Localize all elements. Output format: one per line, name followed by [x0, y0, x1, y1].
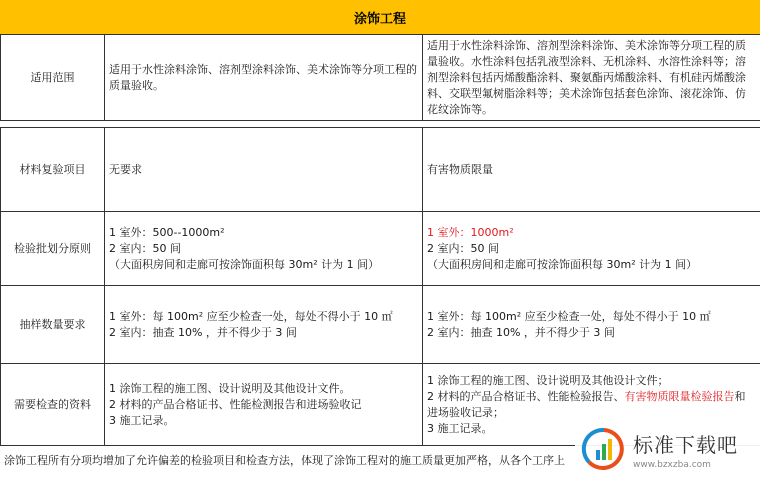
text-line: 3 施工记录。 — [427, 421, 493, 435]
old-standard-cell — [105, 128, 423, 212]
table-row — [1, 212, 760, 286]
old-standard-cell: 适用于水性涂料涂饰、溶剂型涂料涂饰、美术涂饰等分项工程的质量验收。 — [105, 35, 423, 121]
site-logo-icon — [581, 426, 627, 472]
table-row — [1, 35, 760, 121]
text-line: 1 室外：每 100m² 应至少检查一处，每处不得小于 10 ㎡ — [109, 309, 393, 323]
table-row — [1, 128, 760, 212]
text-line — [427, 389, 758, 405]
old-standard-cell — [105, 212, 423, 286]
text-line: 1 室外：每 100m² 应至少检查一处，每处不得小于 10 ㎡ — [427, 309, 711, 323]
page-title: 涂饰工程 — [0, 0, 760, 35]
row-label: 检验批划分原则 — [1, 212, 105, 286]
text-line: 1 涂饰工程的施工图、设计说明及其他设计文件； — [427, 373, 669, 387]
text-line: 2 室内：抽查 10% ，并不得少于 3 间 — [427, 325, 615, 339]
table-row — [1, 286, 760, 364]
text-line: 无要求 — [109, 162, 142, 176]
highlighted-text-line: 1 室外：1000m² — [427, 225, 514, 239]
text-line: 适用于水性涂料涂饰、溶剂型涂料涂饰、美术涂饰等分项工程的质 — [427, 38, 746, 52]
text-line: （大面积房间和走廊可按涂饰面积每 30m² 计为 1 间） — [427, 257, 698, 271]
text-line: 1 室外：500--1000m² — [109, 225, 225, 239]
text-line: 剂型涂料包括丙烯酸酯涂料、聚氨酯丙烯酸涂料、有机硅丙烯酸涂 — [427, 70, 746, 84]
row-label: 抽样数量要求 — [1, 286, 105, 364]
text-segment: 和 — [734, 389, 746, 403]
row-label: 需要检查的资料 — [1, 364, 105, 446]
new-standard-cell — [423, 35, 760, 121]
scope-table — [0, 34, 760, 121]
footer-note: 涂饰工程所有分项均增加了允许偏差的检验项目和检查方法，体现了涂饰工程对的施工质量更加严格，从各个工序上 — [4, 454, 565, 467]
watermark-url: www.bzxzba.com — [633, 459, 711, 470]
row-label: 材料复验项目 — [1, 128, 105, 212]
text-line: （大面积房间和走廊可按涂饰面积每 30m² 计为 1 间） — [109, 257, 380, 271]
text-line: 2 室内：50 间 — [109, 241, 181, 255]
text-line: 2 室内：抽查 10% ，并不得少于 3 间 — [109, 325, 297, 339]
new-standard-cell — [423, 128, 760, 212]
old-standard-cell — [105, 364, 423, 446]
text-line: 量验收。水性涂料包括乳液型涂料、无机涂料、水溶性涂料等；溶 — [427, 54, 746, 68]
text-segment: 2 材料的产品合格证书、性能检验报告、 — [427, 389, 625, 403]
new-standard-cell — [423, 286, 760, 364]
requirements-table — [0, 127, 760, 446]
text-line: 有害物质限量 — [427, 162, 493, 176]
text-line: 3 施工记录。 — [109, 413, 175, 427]
new-standard-cell — [423, 212, 760, 286]
row-label: 适用范围 — [1, 35, 105, 121]
text-line: 1 涂饰工程的施工图、设计说明及其他设计文件。 — [109, 381, 351, 395]
text-line: 2 室内：50 间 — [427, 241, 499, 255]
text-line: 料、交联型氟树脂涂料等；美术涂饰包括套色涂饰、滚花涂饰、仿 — [427, 86, 746, 100]
old-standard-cell — [105, 286, 423, 364]
watermark-logo — [575, 418, 760, 480]
highlighted-text: 有害物质限量检验报告 — [624, 389, 735, 403]
text-line: 2 材料的产品合格证书、性能检测报告和进场验收记 — [109, 397, 362, 411]
watermark-name: 标准下载吧 — [633, 432, 738, 457]
text-line: 花纹涂饰等。 — [427, 102, 493, 116]
text-line: 进场验收记录； — [427, 405, 504, 419]
